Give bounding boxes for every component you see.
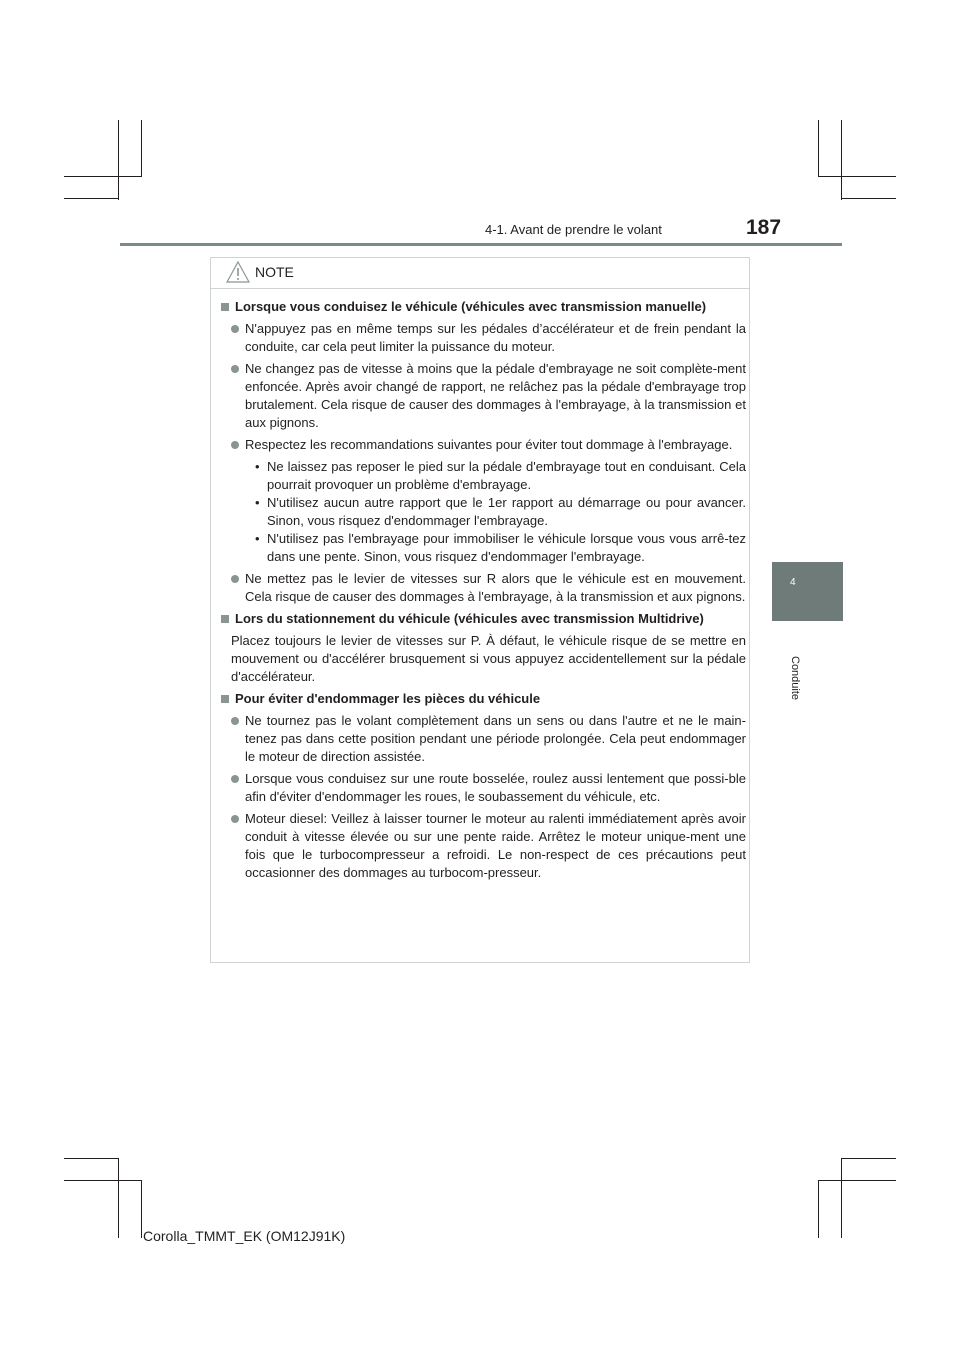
dot-bullet-icon: • — [255, 495, 260, 510]
list-item — [231, 570, 746, 606]
section-heading-text: Lors du stationnement du véhicule (véhicules avec transmission Multidrive) — [235, 611, 704, 626]
note-title: NOTE — [255, 264, 294, 280]
sub-list-item-text: N'utilisez aucun autre rapport que le 1er rapport au démarrage ou pour avancer. Sinon, vous risquez d'endommager l'embrayage. — [267, 495, 746, 528]
dot-bullet-icon: • — [255, 459, 260, 474]
sub-list-item-text: Ne laissez pas reposer le pied sur la pédale d'embrayage tout en conduisant. Cela pourrait provoquer un problème d'embrayage. — [267, 459, 746, 492]
sub-list-item-text: N'utilisez pas l'embrayage pour immobiliser le véhicule lorsque vous vous arrê-tez dans une pente. Sinon, vous risquez d'endommager l'embrayage. — [267, 531, 746, 564]
section-heading — [221, 690, 746, 708]
list-item — [231, 712, 746, 766]
crop-mark — [141, 120, 142, 177]
section-heading-text: Lorsque vous conduisez le véhicule (véhicules avec transmission manuelle) — [235, 299, 707, 314]
crop-mark — [118, 1158, 119, 1238]
warning-triangle-icon — [226, 261, 250, 283]
sub-list-item — [255, 494, 746, 530]
circle-bullet-icon — [231, 365, 239, 373]
circle-bullet-icon — [231, 775, 239, 783]
section-heading — [221, 298, 746, 316]
header-rule — [120, 243, 842, 246]
crop-mark — [818, 176, 896, 177]
list-item-text: Lorsque vous conduisez sur une route bosselée, roulez aussi lentement que possi-ble afin d'éviter d'endommager les roues, le soubassement du véhicule, etc. — [245, 771, 746, 804]
circle-bullet-icon — [231, 815, 239, 823]
sub-list — [221, 458, 746, 566]
header-section-title: 4-1. Avant de prendre le volant — [485, 222, 662, 237]
crop-mark — [64, 1158, 119, 1159]
square-bullet-icon — [221, 695, 229, 703]
list-item-text: N'appuyez pas en même temps sur les pédales d’accélérateur et de frein pendant la conduite, car cela peut limiter la puissance du moteur. — [245, 321, 746, 354]
footer-document-id: Corolla_TMMT_EK (OM12J91K) — [143, 1228, 346, 1244]
chapter-title: Conduite — [789, 656, 801, 701]
crop-mark — [841, 120, 842, 200]
crop-mark — [818, 1180, 896, 1181]
list-item — [231, 360, 746, 432]
list-item — [231, 770, 746, 806]
list-item-text: Ne tournez pas le volant complètement dans un sens ou dans l'autre et ne le main-tenez pas dans cette position pendant une période prolongée. Cela peut endommager le moteur de direction assistée. — [245, 713, 746, 764]
crop-mark — [818, 120, 819, 177]
dot-bullet-icon: • — [255, 531, 260, 546]
sub-list-item — [255, 530, 746, 566]
list-item-text: Ne changez pas de vitesse à moins que la pédale d'embrayage ne soit complète-ment enfoncée. Après avoir changé de rapport, ne relâchez pas la pédale d'embrayage trop brutalement. Cela risque de causer des dommages à l'embrayage, à la transmission et aux pignons. — [245, 361, 746, 430]
list-item-text: Moteur diesel: Veillez à laisser tourner le moteur au ralenti immédiatement après avoir conduit à vitesse élevée ou sur une pente raide. Arrêtez le moteur unique-ment une fois que le turbocompresseur a refroidi. Le non-respect de ces précautions peut occasionner des dommages au turbocom-presseur. — [245, 811, 746, 880]
list-item — [231, 436, 746, 454]
crop-mark — [841, 1158, 842, 1238]
crop-mark — [64, 198, 119, 199]
page-number: 187 — [746, 216, 782, 239]
crop-mark — [818, 1180, 819, 1238]
chapter-tab — [772, 562, 843, 621]
list-item-text: Respectez les recommandations suivantes pour éviter tout dommage à l'embrayage. — [245, 437, 733, 452]
crop-mark — [118, 120, 119, 200]
crop-mark — [841, 198, 896, 199]
crop-mark — [64, 176, 142, 177]
crop-mark — [141, 1180, 142, 1238]
square-bullet-icon — [221, 615, 229, 623]
circle-bullet-icon — [231, 717, 239, 725]
section-paragraph: Placez toujours le levier de vitesses sur P. À défaut, le véhicule risque de se mettre en mouvement ou d'accélérer brusquement si vous appuyez accidentellement sur la pédale d'accélérateur. — [231, 633, 746, 684]
note-header — [211, 258, 749, 289]
list-item-text: Ne mettez pas le levier de vitesses sur R alors que le véhicule est en mouvement. Cela risque de causer des dommages à l'embrayage, à la transmission et aux pignons. — [245, 571, 746, 604]
section-heading — [221, 610, 746, 628]
chapter-number: 4 — [790, 577, 796, 588]
note-box — [210, 257, 750, 963]
circle-bullet-icon — [231, 441, 239, 449]
list-item — [231, 320, 746, 356]
list-item — [231, 810, 746, 882]
note-content — [221, 298, 746, 886]
crop-mark — [64, 1180, 142, 1181]
crop-mark — [841, 1158, 896, 1159]
section-heading-text: Pour éviter d'endommager les pièces du véhicule — [235, 691, 541, 706]
circle-bullet-icon — [231, 325, 239, 333]
square-bullet-icon — [221, 303, 229, 311]
circle-bullet-icon — [231, 575, 239, 583]
sub-list-item — [255, 458, 746, 494]
